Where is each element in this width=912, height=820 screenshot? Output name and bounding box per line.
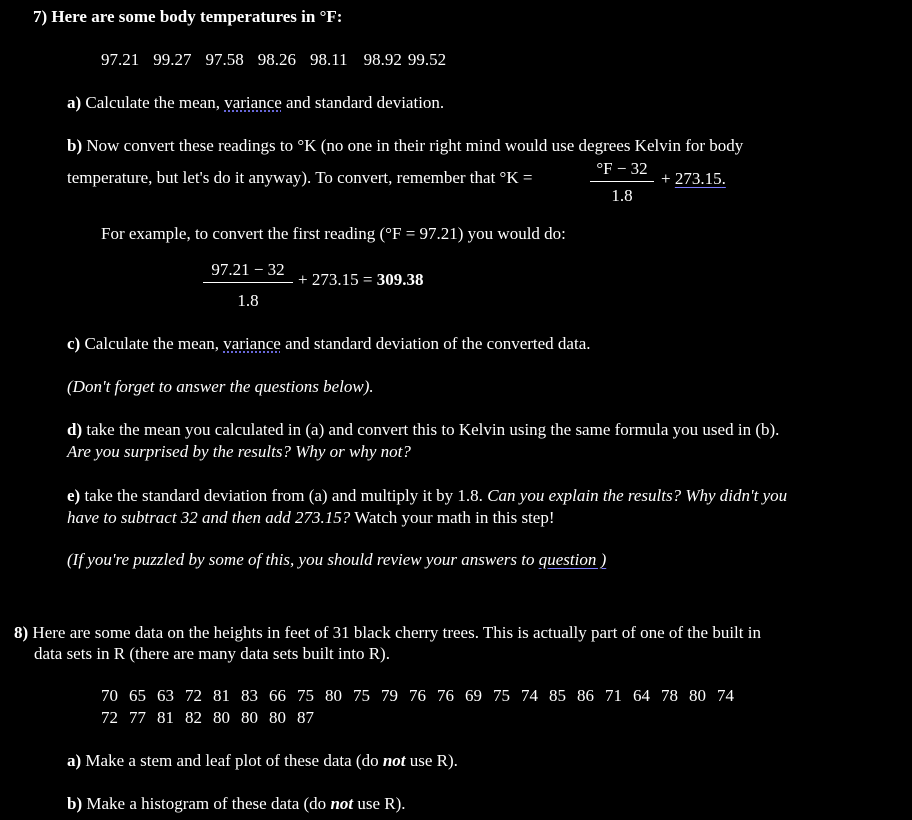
- q7b-line2: temperature, but let's do it anyway). To convert, remember that °K =: [67, 168, 533, 187]
- question-link[interactable]: question ): [538, 550, 607, 569]
- heights-row-2: [101, 707, 325, 729]
- q7d-line2: Are you surprised by the results? Why or why not?: [67, 442, 411, 461]
- q8b-text: b) Make a histogram of these data (do not use R).: [67, 794, 406, 813]
- temp-value: 97.21: [101, 50, 140, 69]
- heights-row-1: [101, 685, 745, 707]
- temp-value: 98.92: [363, 50, 402, 69]
- height-value: 76: [409, 686, 426, 705]
- height-value: 64: [633, 686, 650, 705]
- example-text: For example, to convert the first reading (°F = 97.21) you would do:: [101, 224, 566, 243]
- height-value: 86: [577, 686, 594, 705]
- height-value: 69: [465, 686, 482, 705]
- q7-header: 7) Here are some body temperatures in °F:: [33, 7, 343, 26]
- height-value: 75: [297, 686, 314, 705]
- height-value: 87: [297, 708, 314, 727]
- q8-header-line1: 8) Here are some data on the heights in feet of 31 black cherry trees. This is actually part of one of the built in: [14, 623, 761, 642]
- height-value: 80: [241, 708, 258, 727]
- height-value: 80: [213, 708, 230, 727]
- height-value: 80: [325, 686, 342, 705]
- height-value: 72: [185, 686, 202, 705]
- height-value: 72: [101, 708, 118, 727]
- height-value: 82: [185, 708, 202, 727]
- height-value: 77: [129, 708, 146, 727]
- height-value: 79: [381, 686, 398, 705]
- q8-header-line2: data sets in R (there are many data sets built into R).: [34, 644, 390, 663]
- height-value: 75: [353, 686, 370, 705]
- q7b-line1: b) Now convert these readings to °K (no one in their right mind would use degrees Kelvin for body: [67, 136, 744, 155]
- q8a-text: a) Make a stem and leaf plot of these data (do not use R).: [67, 751, 458, 770]
- height-value: 80: [689, 686, 706, 705]
- height-value: 80: [269, 708, 286, 727]
- height-value: 81: [157, 708, 174, 727]
- height-value: 74: [717, 686, 734, 705]
- q7e-line2: have to subtract 32 and then add 273.15? Watch your math in this step!: [67, 508, 555, 527]
- height-value: 75: [493, 686, 510, 705]
- q7e-line1: e) take the standard deviation from (a) and multiply it by 1.8. Can you explain the results? Why didn't you: [67, 486, 788, 505]
- temp-value: 99.27: [153, 50, 192, 69]
- height-value: 81: [213, 686, 230, 705]
- puzzled-note: (If you're puzzled by some of this, you should review your answers to question ): [67, 550, 607, 569]
- variance-term: variance: [224, 93, 282, 112]
- height-value: 66: [269, 686, 286, 705]
- q7d-line1: d) take the mean you calculated in (a) and convert this to Kelvin using the same formula you used in (b).: [67, 420, 780, 439]
- height-value: 63: [157, 686, 174, 705]
- height-value: 76: [437, 686, 454, 705]
- height-value: 83: [241, 686, 258, 705]
- example-result: + 273.15 = 309.38: [298, 270, 424, 289]
- kelvin-formula-constant: + 273.15.: [661, 169, 726, 188]
- height-value: 78: [661, 686, 678, 705]
- example-fraction: $\frac{97.21 - 32}{1.8}$: [203, 260, 293, 311]
- height-value: 74: [521, 686, 538, 705]
- temp-value: 98.11: [310, 50, 348, 69]
- reminder-text: (Don't forget to answer the questions below).: [67, 377, 374, 396]
- temp-value: 99.52: [407, 50, 447, 69]
- temp-value: 97.58: [205, 50, 244, 69]
- q7c-text: c) Calculate the mean, variance and standard deviation of the converted data.: [67, 334, 591, 353]
- height-value: 65: [129, 686, 146, 705]
- temp-value: 98.26: [257, 50, 296, 69]
- q7a-text: a) Calculate the mean, variance and standard deviation.: [67, 93, 445, 112]
- kelvin-formula-fraction: $\frac{^\circ F - 32}{1.8}$: [590, 159, 654, 206]
- variance-term: variance: [223, 334, 281, 353]
- height-value: 70: [101, 686, 118, 705]
- height-value: 85: [549, 686, 566, 705]
- temperature-list: [101, 49, 446, 71]
- height-value: 71: [605, 686, 622, 705]
